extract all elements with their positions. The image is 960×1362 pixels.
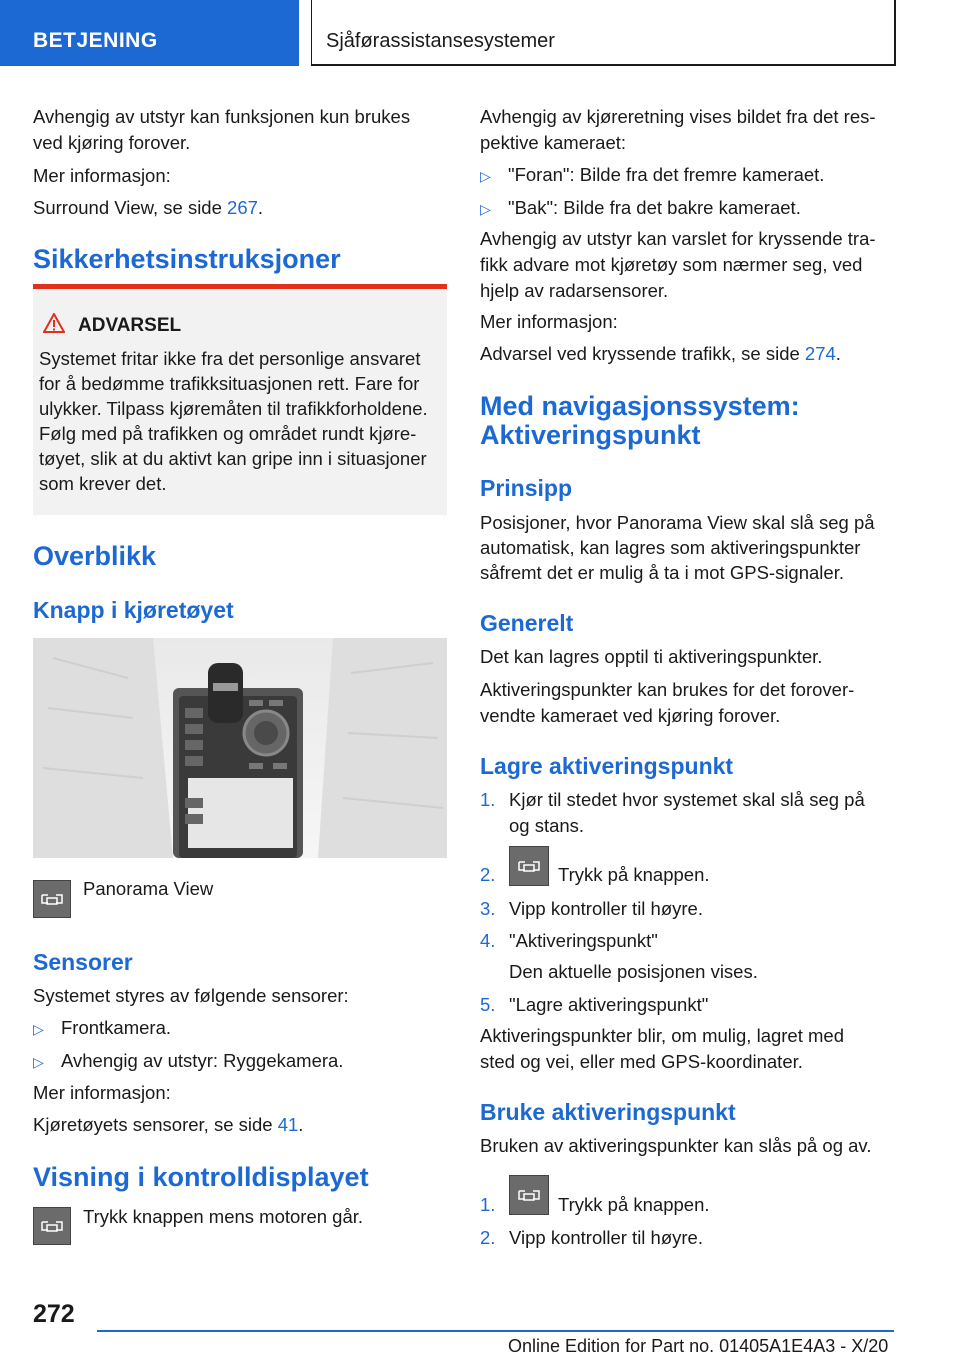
list-item: 2. Trykk på knappen.	[480, 864, 710, 885]
heading-save: Lagre aktiveringspunkt	[480, 753, 734, 779]
triangle-bullet-icon: ▷	[480, 168, 491, 184]
paragraph: Posisjoner, hvor Panorama View skal slå seg på	[480, 512, 875, 533]
heading-sensors: Sensorer	[33, 949, 133, 975]
list-item: 1. Kjør til stedet hvor systemet skal slå seg på	[480, 789, 865, 810]
intro-text: Avhengig av utstyr kan funksjonen kun brukes	[33, 106, 411, 127]
more-info-label: Mer informasjon:	[480, 311, 618, 332]
heading-nav-2: Aktiveringspunkt	[480, 420, 701, 450]
heading-use: Bruke aktiveringspunkt	[480, 1099, 736, 1125]
icon-label: Panorama View	[83, 878, 214, 899]
panorama-view-button-icon	[33, 880, 71, 918]
more-info-label: Mer informasjon:	[33, 165, 171, 186]
list-item: 2. Vipp kontroller til høyre.	[480, 1227, 703, 1248]
reference: Kjøretøyets sensorer, se side 41.	[33, 1114, 304, 1135]
panorama-view-button-icon	[509, 846, 549, 886]
chapter-title: Sjåførassistansesystemer	[326, 30, 555, 52]
edition-text: Online Edition for Part no. 01405A1E4A3 - X/20	[508, 1336, 889, 1356]
heading-nav: Med navigasjonssystem:	[480, 391, 800, 421]
section-title: BETJENING	[33, 29, 158, 52]
list-item: ▷ Avhengig av utstyr: Ryggekamera.	[33, 1050, 344, 1071]
heading-safety: Sikkerhetsinstruksjoner	[33, 244, 341, 274]
paragraph: pektive kameraet:	[480, 132, 627, 153]
intro-text-2: ved kjøring forover.	[33, 132, 191, 153]
paragraph: Avhengig av utstyr kan varslet for kryssende tra-	[480, 228, 876, 249]
warning-triangle-icon	[43, 313, 65, 333]
sensors-intro: Systemet styres av følgende sensorer:	[33, 985, 349, 1006]
paragraph: Avhengig av kjøreretning vises bildet fra det res-	[480, 106, 876, 127]
paragraph: hjelp av radarsensorer.	[480, 280, 669, 301]
list-item-cont: Den aktuelle posisjonen vises.	[509, 961, 758, 982]
heading-general: Generelt	[480, 610, 574, 636]
list-item: 3. Vipp kontroller til høyre.	[480, 898, 703, 919]
paragraph: fikk advare mot kjøretøy som nærmer seg, ved	[480, 254, 863, 275]
page-number: 272	[33, 1300, 75, 1328]
list-item: 1. Trykk på knappen.	[480, 1194, 710, 1215]
panorama-view-button-icon	[509, 1175, 549, 1215]
footer-divider	[97, 1330, 894, 1332]
heading-overview: Overblikk	[33, 541, 157, 571]
heading-button: Knapp i kjøretøyet	[33, 597, 234, 623]
page-link[interactable]: 274	[804, 343, 836, 364]
reference: Surround View, se side 267.	[33, 197, 264, 218]
list-item-cont: og stans.	[509, 815, 585, 836]
warning-text: Systemet fritar ikke fra det personlige ansvaret for å bedømme trafikksituasjonen rett. Fare for ulykker. Tilpass kjøremåten til trafikkforholdene. Følg med på trafikken og området rundt kjøre- tøyet, slik at du aktivt kan gripe inn i situasjoner som krever det.	[39, 348, 428, 494]
triangle-bullet-icon: ▷	[480, 201, 491, 217]
list-item: ▷ "Foran": Bilde fra det fremre kameraet.	[480, 164, 825, 185]
triangle-bullet-icon: ▷	[33, 1054, 44, 1070]
page-link[interactable]: 41	[277, 1114, 299, 1135]
list-item: ▷ Frontkamera.	[33, 1017, 172, 1038]
heading-principle: Prinsipp	[480, 475, 573, 501]
list-item: 4. "Aktiveringspunkt"	[480, 930, 658, 951]
page-link[interactable]: 267	[227, 197, 258, 218]
paragraph: Aktiveringspunkter kan brukes for det forover-	[480, 679, 855, 700]
paragraph: Aktiveringspunkter blir, om mulig, lagret med	[480, 1025, 844, 1046]
more-info-label: Mer informasjon:	[33, 1082, 171, 1103]
list-item: 5. "Lagre aktiveringspunkt"	[480, 994, 709, 1015]
warning-title: ADVARSEL	[78, 315, 182, 336]
heading-display: Visning i kontrolldisplayet	[33, 1162, 369, 1192]
paragraph: automatisk, kan lagres som aktiveringspunkter	[480, 537, 861, 558]
list-item: ▷ "Bak": Bilde fra det bakre kameraet.	[480, 197, 801, 218]
paragraph: Bruken av aktiveringspunkter kan slås på og av.	[480, 1135, 872, 1156]
reference: Advarsel ved kryssende trafikk, se side 274.	[480, 343, 841, 364]
console-photo	[33, 638, 447, 858]
triangle-bullet-icon: ▷	[33, 1021, 44, 1037]
paragraph: Det kan lagres opptil ti aktiveringspunkter.	[480, 646, 823, 667]
display-text: Trykk knappen mens motoren går.	[83, 1206, 364, 1227]
panorama-view-button-icon	[33, 1207, 71, 1245]
paragraph: såfremt det er mulig å ta i mot GPS-signaler.	[480, 562, 844, 583]
paragraph: sted og vei, eller med GPS-koordinater.	[480, 1051, 803, 1072]
chapter-header	[311, 0, 896, 66]
section-tab	[0, 0, 299, 66]
warning-box	[33, 284, 447, 515]
paragraph: vendte kameraet ved kjøring forover.	[480, 705, 781, 726]
